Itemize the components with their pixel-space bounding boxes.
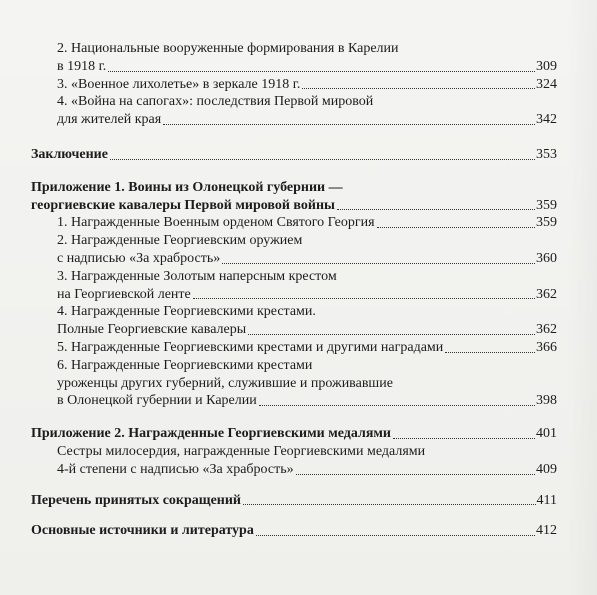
toc-page-number: 360 [536,250,557,266]
toc-entry-text: 2. Национальные вооруженные формирования в Карелии [57,41,399,56]
dot-leader [256,535,535,536]
toc-entry-text: уроженцы других губерний, служившие и проживавшие [57,375,393,391]
toc-entry-order-st-george[interactable] [31,214,557,232]
toc-entry-text: 6. Награжденные Георгиевскими крестами [57,357,313,373]
toc-entry-military-hardship[interactable] [31,76,557,94]
toc-entry-conclusion[interactable] [31,146,557,164]
dot-leader [222,263,535,264]
dot-leader [193,298,535,299]
toc-page-number: 411 [536,492,557,508]
dot-leader [337,209,535,210]
toc-entry-text: Приложение 1. Воины из Олонецкой губернии — [31,179,343,195]
toc-entry-text: 3. «Военное лихолетье» в зеркале 1918 г. [57,76,301,92]
toc-entry-text: георгиевские кавалеры Первой мировой войны [31,197,335,213]
toc-entry-appendix-1[interactable] [31,179,557,215]
toc-entry-golden-cross[interactable] [31,268,557,304]
toc-page-number: 398 [536,393,557,409]
toc-entry-text: 1. Награжденные Военным орденом Святого Георгия [57,215,375,231]
toc-page-number: 412 [536,523,557,539]
dot-leader [302,88,535,89]
toc-entry-text: 4. Награжденные Георгиевскими крестами. [57,304,316,320]
toc-entry-text: Перечень принятых сокращений [31,492,241,508]
dot-leader [259,405,535,406]
toc-entry-text: Приложение 2. Награжденные Георгиевскими медалями [31,426,391,442]
table-of-contents [31,40,557,540]
toc-entry-text: 2. Награжденные Георгиевским оружием [57,233,303,249]
dot-leader [377,227,535,228]
toc-entry-crosses-and-other-awards[interactable] [31,339,557,357]
dot-leader [108,71,535,72]
toc-page-number: 409 [536,461,557,477]
toc-entry-text: в Олонецкой губернии и Карелии [57,393,257,409]
toc-entry-st-george-weapon[interactable] [31,232,557,268]
toc-entry-sources[interactable] [31,522,557,540]
toc-entry-text: 4. «Война на сапогах»: последствия Первой мировой [57,94,374,110]
toc-entry-national-formations[interactable] [31,40,557,76]
toc-entry-sisters-of-mercy[interactable] [31,443,557,479]
toc-page-number: 359 [536,215,557,231]
toc-entry-abbreviations[interactable] [31,492,557,510]
page-edge-shadow [567,0,597,595]
toc-entry-text: Основные источники и литература [31,523,254,539]
toc-entry-text: Сестры милосердия, награжденные Георгиевскими медалями [57,443,426,459]
toc-entry-text: в 1918 г. [57,58,107,74]
toc-entry-text: 4-й степени с надписью «За храбрость» [57,461,294,477]
toc-page-number: 401 [536,426,557,442]
toc-entry-st-george-crosses[interactable] [31,303,557,339]
dot-leader [243,504,536,505]
toc-entry-text: с надписью «За храбрость» [57,250,221,266]
toc-page-number: 359 [536,197,557,213]
toc-page-number: 366 [536,339,557,355]
toc-page-number: 362 [536,286,557,302]
toc-page-number: 324 [536,76,557,92]
dot-leader [296,474,535,475]
toc-page-number: 309 [536,58,557,74]
toc-entry-appendix-2[interactable] [31,425,557,443]
toc-page-number: 342 [536,112,557,128]
toc-entry-text: Полные Георгиевские кавалеры [57,322,247,338]
dot-leader [445,352,535,353]
toc-page-number: 353 [536,146,557,162]
dot-leader [248,334,535,335]
dot-leader [110,159,535,160]
toc-entry-text: на Георгиевской ленте [57,286,191,302]
toc-page-number: 362 [536,322,557,338]
toc-entry-text: 3. Награжденные Золотым наперсным крестом [57,268,337,284]
dot-leader [393,438,535,439]
toc-entry-war-on-boots[interactable] [31,93,557,129]
toc-entry-text: Заключение [31,146,108,162]
toc-entry-text: 5. Награжденные Георгиевскими крестами и другими наградами [57,339,444,355]
dot-leader [163,124,535,125]
toc-entry-text: для жителей края [57,112,162,128]
toc-entry-natives-of-other-provinces[interactable] [31,357,557,410]
